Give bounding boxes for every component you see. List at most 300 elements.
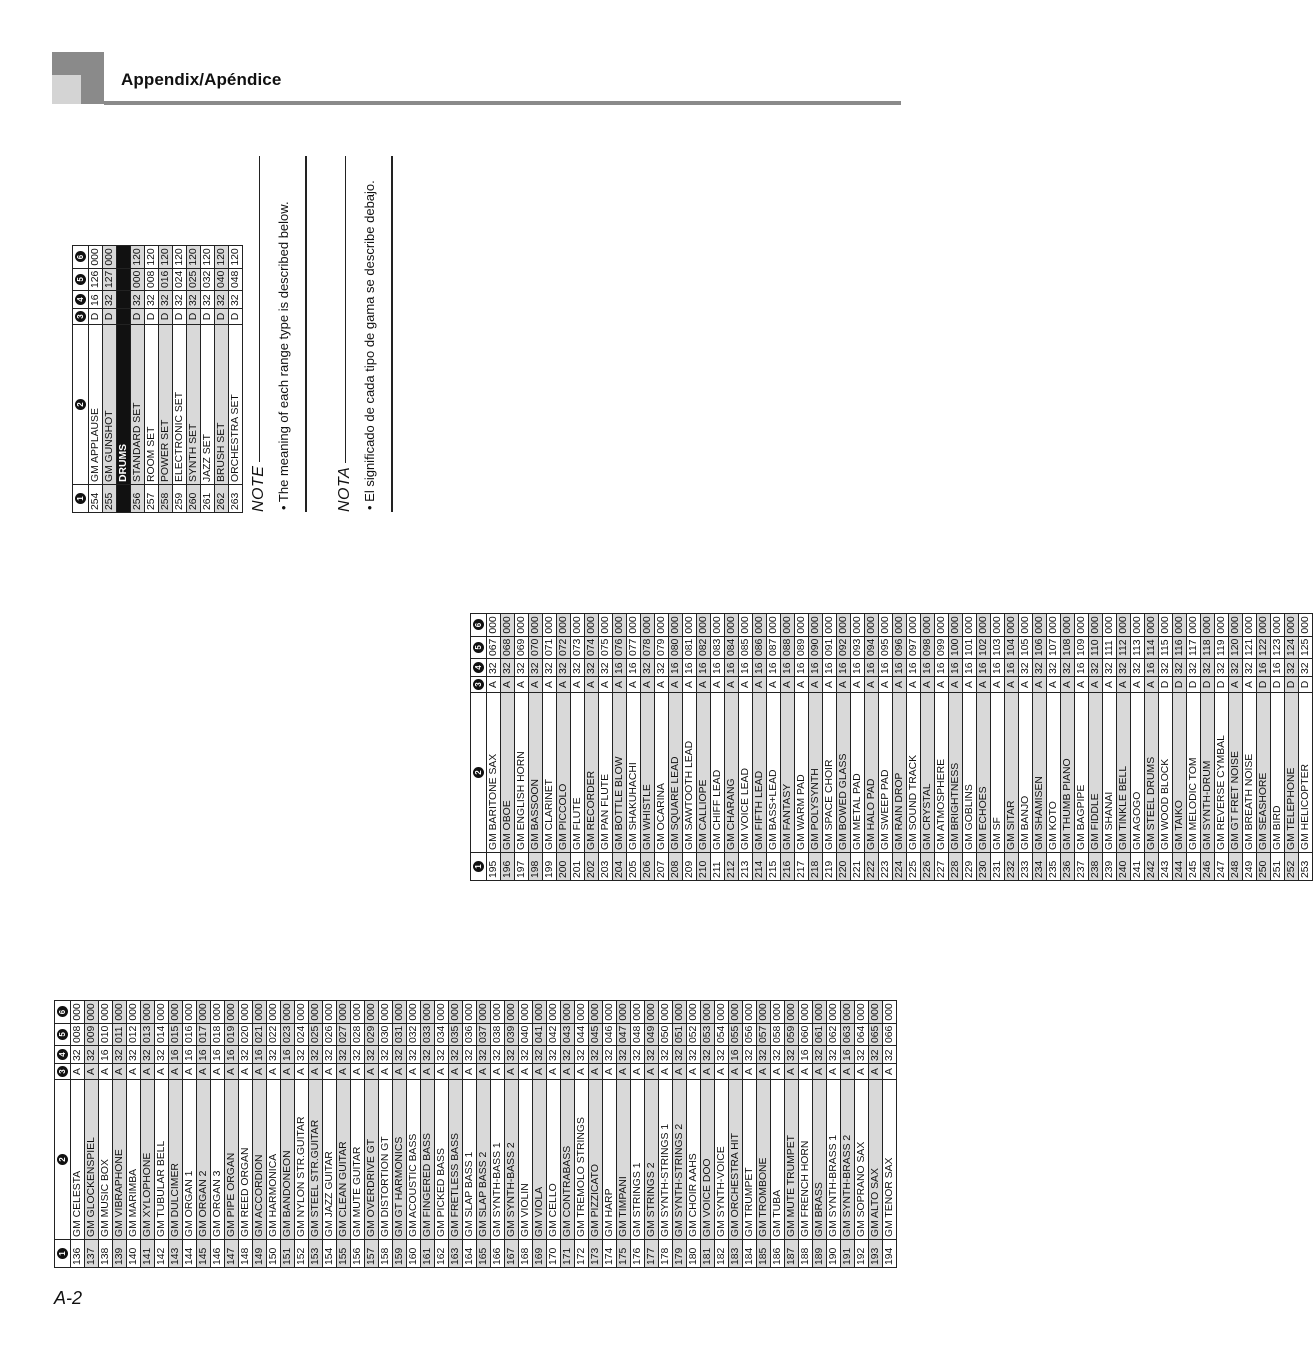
- table-cell: 039: [505, 1023, 519, 1045]
- table-cell: 218: [809, 853, 823, 881]
- table-cell: A: [855, 1064, 869, 1080]
- table-cell: 32: [599, 659, 613, 677]
- table-cell: 16: [879, 659, 893, 677]
- table-cell: SYNTH SET: [187, 325, 201, 485]
- table-cell: GM CELLO: [547, 1080, 561, 1240]
- table-cell: 154: [323, 1240, 337, 1268]
- table-cell: 032: [201, 268, 215, 290]
- table-cell: GM SYNTH-BASS 2: [505, 1080, 519, 1240]
- column-header: 1: [73, 485, 89, 513]
- table-cell: D: [131, 309, 145, 325]
- table-cell: 000: [515, 614, 529, 636]
- table-row: [215, 246, 229, 513]
- table-cell: 000: [841, 1001, 855, 1023]
- table-cell: 179: [673, 1240, 687, 1268]
- table-cell: 000: [641, 614, 655, 636]
- table-cell: A: [365, 1064, 379, 1080]
- table-cell: 32: [655, 659, 669, 677]
- table-cell: 224: [893, 853, 907, 881]
- table-cell: GM STEEL STR.GUITAR: [309, 1080, 323, 1240]
- table-row: [809, 614, 823, 881]
- table-cell: GM TINKLE BELL: [1117, 693, 1131, 853]
- table-cell: GM METAL PAD: [851, 693, 865, 853]
- table-cell: A: [407, 1064, 421, 1080]
- table-cell: 000: [627, 614, 641, 636]
- table-cell: 186: [771, 1240, 785, 1268]
- table-cell: 16: [1257, 659, 1271, 677]
- table-cell: 16: [893, 659, 907, 677]
- table-cell: 183: [729, 1240, 743, 1268]
- table-cell: A: [421, 1064, 435, 1080]
- table-cell: GM SHAMISEN: [1033, 693, 1047, 853]
- table-cell: 023: [281, 1023, 295, 1045]
- table-cell: 022: [267, 1023, 281, 1045]
- table-cell: 16: [197, 1046, 211, 1064]
- table-row: [697, 614, 711, 881]
- table-cell: 16: [211, 1046, 225, 1064]
- table-row: [865, 614, 879, 881]
- table-cell: 32: [155, 1046, 169, 1064]
- table-cell: 000: [309, 1001, 323, 1023]
- table-cell: 187: [785, 1240, 799, 1268]
- table-row: [949, 614, 963, 881]
- table-cell: 32: [1187, 659, 1201, 677]
- table-row: [613, 614, 627, 881]
- table-cell: 069: [515, 636, 529, 658]
- table-cell: 32: [757, 1046, 771, 1064]
- table-cell: GM FANTASY: [781, 693, 795, 853]
- table-cell: 32: [201, 291, 215, 309]
- table-cell: 16: [781, 659, 795, 677]
- table-cell: 060: [799, 1023, 813, 1045]
- table-cell: 162: [435, 1240, 449, 1268]
- table-row: [715, 1001, 729, 1268]
- table-cell: 32: [113, 1046, 127, 1064]
- table-cell: 32: [295, 1046, 309, 1064]
- table-cell: 000: [711, 614, 725, 636]
- table-cell: 109: [1075, 636, 1089, 658]
- table-row: [631, 1001, 645, 1268]
- table-cell: GM HELICOPTER: [1299, 693, 1313, 853]
- table-cell: A: [893, 677, 907, 693]
- table-cell: 156: [351, 1240, 365, 1268]
- table-cell: 226: [921, 853, 935, 881]
- table-cell: 240: [1117, 853, 1131, 881]
- table-row: [533, 1001, 547, 1268]
- table-cell: 159: [393, 1240, 407, 1268]
- table-cell: GM MUTE TRUMPET: [785, 1080, 799, 1240]
- table-cell: GM TUBULAR BELL: [155, 1080, 169, 1240]
- table-cell: 033: [421, 1023, 435, 1045]
- table-row: [113, 1001, 127, 1268]
- table-row: [421, 1001, 435, 1268]
- table-cell: 177: [645, 1240, 659, 1268]
- table-cell: 231: [991, 853, 1005, 881]
- table-cell: 055: [729, 1023, 743, 1045]
- table-cell: D: [215, 309, 229, 325]
- table-cell: GM SITAR: [1005, 693, 1019, 853]
- table-cell: GM FINGERED BASS: [421, 1080, 435, 1240]
- table-cell: 000: [589, 1001, 603, 1023]
- table-cell: A: [851, 677, 865, 693]
- table-cell: 000: [781, 614, 795, 636]
- table-cell: 16: [669, 659, 683, 677]
- table-cell: 208: [669, 853, 683, 881]
- table-row: [1089, 614, 1103, 881]
- table-cell: GM PIZZICATO: [589, 1080, 603, 1240]
- table-cell: GM GUNSHOT: [103, 325, 117, 485]
- table-row: [1285, 614, 1299, 881]
- table-cell: 000: [753, 614, 767, 636]
- table-cell: GM SLAP BASS 2: [477, 1080, 491, 1240]
- table-cell: 009: [85, 1023, 99, 1045]
- table-cell: A: [865, 677, 879, 693]
- table-row: [1145, 614, 1159, 881]
- table-cell: 000: [571, 614, 585, 636]
- table-cell: A: [113, 1064, 127, 1080]
- table-cell: 201: [571, 853, 585, 881]
- table-cell: 16: [99, 1046, 113, 1064]
- table-cell: 000: [379, 1001, 393, 1023]
- table-cell: 015: [169, 1023, 183, 1045]
- table-cell: GM ORGAN 3: [211, 1080, 225, 1240]
- table-cell: A: [701, 1064, 715, 1080]
- table-cell: 000: [1145, 614, 1159, 636]
- table-cell: GM TIMPANI: [617, 1080, 631, 1240]
- table-cell: 32: [435, 1046, 449, 1064]
- table-cell: A: [351, 1064, 365, 1080]
- table-cell: A: [757, 1064, 771, 1080]
- table-cell: A: [589, 1064, 603, 1080]
- table-cell: 000: [949, 614, 963, 636]
- table-cell: 181: [701, 1240, 715, 1268]
- table-cell: 000: [907, 614, 921, 636]
- table-cell: 120: [131, 246, 145, 268]
- table-cell: 093: [851, 636, 865, 658]
- table-cell: 000: [743, 1001, 757, 1023]
- table-cell: 000: [827, 1001, 841, 1023]
- table-cell: 120: [201, 246, 215, 268]
- table-cell: A: [659, 1064, 673, 1080]
- table-cell: 206: [641, 853, 655, 881]
- table-cell: D: [1187, 677, 1201, 693]
- table-cell: 008: [71, 1023, 85, 1045]
- table-cell: 16: [795, 659, 809, 677]
- table-cell: 041: [533, 1023, 547, 1045]
- table-cell: 32: [1061, 659, 1075, 677]
- table-cell: 174: [603, 1240, 617, 1268]
- table-cell: 103: [991, 636, 1005, 658]
- table-cell: 16: [89, 291, 103, 309]
- table-cell: 046: [603, 1023, 617, 1045]
- table-cell: A: [393, 1064, 407, 1080]
- table-row: [323, 1001, 337, 1268]
- table-cell: 107: [1047, 636, 1061, 658]
- table-cell: 32: [407, 1046, 421, 1064]
- table-cell: A: [1061, 677, 1075, 693]
- table-cell: 32: [575, 1046, 589, 1064]
- table-row: [1103, 614, 1117, 881]
- table-cell: 32: [71, 1046, 85, 1064]
- table-cell: A: [1145, 677, 1159, 693]
- table-cell: A: [1033, 677, 1047, 693]
- table-cell: GM SYNTH-STRINGS 1: [659, 1080, 673, 1240]
- table-cell: A: [799, 1064, 813, 1080]
- table-cell: 000: [757, 1001, 771, 1023]
- table-row: [837, 614, 851, 881]
- table-cell: 082: [697, 636, 711, 658]
- table-cell: 190: [827, 1240, 841, 1268]
- table-cell: 000: [393, 1001, 407, 1023]
- table-cell: 139: [113, 1240, 127, 1268]
- table-cell: 248: [1229, 853, 1243, 881]
- table-cell: 16: [921, 659, 935, 677]
- table-row: [991, 614, 1005, 881]
- table-cell: GM CLEAN GUITAR: [337, 1080, 351, 1240]
- table-row: [813, 1001, 827, 1268]
- table-cell: 184: [743, 1240, 757, 1268]
- table-cell: 32: [173, 291, 187, 309]
- table-cell: GM STRINGS 2: [645, 1080, 659, 1240]
- table-cell: A: [557, 677, 571, 693]
- table-cell: A: [309, 1064, 323, 1080]
- table-cell: GM SLAP BASS 1: [463, 1080, 477, 1240]
- table-cell: 025: [187, 268, 201, 290]
- table-cell: GM OBOE: [501, 693, 515, 853]
- table-row: [757, 1001, 771, 1268]
- table-row: [869, 1001, 883, 1268]
- table-cell: 021: [253, 1023, 267, 1045]
- table-cell: 053: [701, 1023, 715, 1045]
- table-cell: 052: [687, 1023, 701, 1045]
- table-cell: 016: [159, 268, 173, 290]
- table-cell: 148: [239, 1240, 253, 1268]
- table-cell: 203: [599, 853, 613, 881]
- table-cell: 253: [1299, 853, 1313, 881]
- table-cell: 120: [159, 246, 173, 268]
- table-cell: 32: [1089, 659, 1103, 677]
- table-cell: 000: [1215, 614, 1229, 636]
- table-row: [673, 1001, 687, 1268]
- table-cell: 258: [159, 485, 173, 513]
- table-cell: 188: [799, 1240, 813, 1268]
- table-cell: GM SPACE CHOIR: [823, 693, 837, 853]
- table-cell: A: [197, 1064, 211, 1080]
- table-cell: 214: [753, 853, 767, 881]
- table-cell: GM SOUND TRACK: [907, 693, 921, 853]
- column-header: 4: [55, 1046, 71, 1064]
- table-cell: A: [225, 1064, 239, 1080]
- table-cell: 000: [127, 1001, 141, 1023]
- table-cell: 32: [239, 1046, 253, 1064]
- table-cell: 126: [89, 268, 103, 290]
- table-cell: 32: [215, 291, 229, 309]
- table-cell: STANDARD SET: [131, 325, 145, 485]
- table-row: [883, 1001, 897, 1268]
- table-row: [841, 1001, 855, 1268]
- table-cell: 16: [991, 659, 1005, 677]
- table-cell: 042: [547, 1023, 561, 1045]
- table-cell: 000: [103, 246, 117, 268]
- table-cell: A: [71, 1064, 85, 1080]
- note-spanish-text: • El significado de cada tipo de gama se describe debajo.: [362, 180, 377, 510]
- table-cell: A: [627, 677, 641, 693]
- column-header: 2: [471, 693, 487, 853]
- table-row: [599, 614, 613, 881]
- table-cell: 256: [131, 485, 145, 513]
- table-cell: A: [99, 1064, 113, 1080]
- table-cell: 000: [575, 1001, 589, 1023]
- table-cell: 150: [267, 1240, 281, 1268]
- table-cell: A: [585, 677, 599, 693]
- table-cell: GM SYNTH-BRASS 1: [827, 1080, 841, 1240]
- table-row: [1117, 614, 1131, 881]
- table-row: [309, 1001, 323, 1268]
- table-cell: 000: [603, 1001, 617, 1023]
- table-cell: 000: [1103, 614, 1117, 636]
- table-cell: 32: [449, 1046, 463, 1064]
- table-cell: GM VIOLIN: [519, 1080, 533, 1240]
- table-cell: A: [739, 677, 753, 693]
- table-cell: 32: [571, 659, 585, 677]
- table-cell: 16: [963, 659, 977, 677]
- column-header: 4: [471, 659, 487, 677]
- table-cell: 120: [145, 246, 159, 268]
- table-cell: 084: [725, 636, 739, 658]
- table-cell: 000: [865, 614, 879, 636]
- table-cell: 175: [617, 1240, 631, 1268]
- table-cell: 050: [659, 1023, 673, 1045]
- table-cell: 000: [557, 614, 571, 636]
- table-cell: A: [645, 1064, 659, 1080]
- table-cell: 32: [645, 1046, 659, 1064]
- table-cell: 000: [645, 1001, 659, 1023]
- table-cell: 199: [543, 853, 557, 881]
- table-row: [103, 246, 117, 513]
- table-cell: 32: [855, 1046, 869, 1064]
- table-row: [561, 1001, 575, 1268]
- table-cell: 017: [197, 1023, 211, 1045]
- table-cell: 32: [641, 659, 655, 677]
- table-cell: 262: [215, 485, 229, 513]
- table-cell: 000: [337, 1001, 351, 1023]
- table-cell: D: [173, 309, 187, 325]
- column-header: 3: [73, 309, 89, 325]
- table-row: [687, 1001, 701, 1268]
- table-cell: A: [127, 1064, 141, 1080]
- table-cell: 122: [1257, 636, 1271, 658]
- table-cell: 219: [823, 853, 837, 881]
- table-row: [557, 614, 571, 881]
- table-cell: 077: [627, 636, 641, 658]
- table-cell: 16: [183, 1046, 197, 1064]
- table-cell: 000: [421, 1001, 435, 1023]
- table-cell: 000: [141, 1001, 155, 1023]
- page-number: A-2: [54, 1288, 83, 1308]
- table-cell: 000: [543, 614, 557, 636]
- table-cell: 152: [295, 1240, 309, 1268]
- table-cell: 32: [379, 1046, 393, 1064]
- table-cell: 202: [585, 853, 599, 881]
- table-cell: 097: [907, 636, 921, 658]
- table-cell: 000: [1047, 614, 1061, 636]
- table-row: [141, 1001, 155, 1268]
- table-cell: 32: [701, 1046, 715, 1064]
- table-cell: 024: [295, 1023, 309, 1045]
- table-cell: GM ORGAN 2: [197, 1080, 211, 1240]
- table-cell: 16: [697, 659, 711, 677]
- table-cell: [117, 246, 131, 268]
- table-cell: A: [1243, 677, 1257, 693]
- table-cell: 000: [883, 1001, 897, 1023]
- table-cell: 123: [1271, 636, 1285, 658]
- column-header: 6: [73, 246, 89, 268]
- table-row: [155, 1001, 169, 1268]
- table-cell: GM FRENCH HORN: [799, 1080, 813, 1240]
- table-row: [641, 614, 655, 881]
- table-cell: 16: [767, 659, 781, 677]
- table-cell: 32: [827, 1046, 841, 1064]
- table-cell: 000: [687, 1001, 701, 1023]
- table-cell: 180: [687, 1240, 701, 1268]
- table-cell: 16: [799, 1046, 813, 1064]
- table-row: [211, 1001, 225, 1268]
- table-cell: 243: [1159, 853, 1173, 881]
- table-cell: 000: [407, 1001, 421, 1023]
- table-cell: A: [1005, 677, 1019, 693]
- table-cell: 32: [1019, 659, 1033, 677]
- table-cell: 000: [879, 614, 893, 636]
- table-cell: 049: [645, 1023, 659, 1045]
- table-row: [799, 1001, 813, 1268]
- table-cell: 16: [809, 659, 823, 677]
- table-cell: 000: [197, 1001, 211, 1023]
- drums-section-row: [117, 246, 131, 513]
- table-cell: 051: [673, 1023, 687, 1045]
- table-cell: 16: [281, 1046, 295, 1064]
- table-cell: D: [229, 309, 243, 325]
- table-cell: 239: [1103, 853, 1117, 881]
- table-cell: 114: [1145, 636, 1159, 658]
- table-cell: GM GOBLINS: [963, 693, 977, 853]
- table-cell: A: [785, 1064, 799, 1080]
- table-cell: A: [253, 1064, 267, 1080]
- table-cell: GM FIFTH LEAD: [753, 693, 767, 853]
- table-cell: 000: [239, 1001, 253, 1023]
- table-cell: 32: [715, 1046, 729, 1064]
- table-cell: 200: [557, 853, 571, 881]
- table-cell: GM WHISTLE: [641, 693, 655, 853]
- table-cell: 000: [739, 614, 753, 636]
- table-cell: 100: [949, 636, 963, 658]
- table-cell: A: [491, 1064, 505, 1080]
- table-cell: 32: [421, 1046, 435, 1064]
- table-cell: 116: [1173, 636, 1187, 658]
- table-cell: GM FRETLESS BASS: [449, 1080, 463, 1240]
- table-cell: 16: [837, 659, 851, 677]
- table-cell: 167: [505, 1240, 519, 1268]
- column-header: 5: [73, 268, 89, 290]
- table-cell: 213: [739, 853, 753, 881]
- table-cell: 32: [337, 1046, 351, 1064]
- table-cell: 044: [575, 1023, 589, 1045]
- table-row: [477, 1001, 491, 1268]
- table-cell: A: [725, 677, 739, 693]
- table-cell: 192: [855, 1240, 869, 1268]
- table-cell: 141: [141, 1240, 155, 1268]
- table-cell: 047: [617, 1023, 631, 1045]
- table-row: [501, 614, 515, 881]
